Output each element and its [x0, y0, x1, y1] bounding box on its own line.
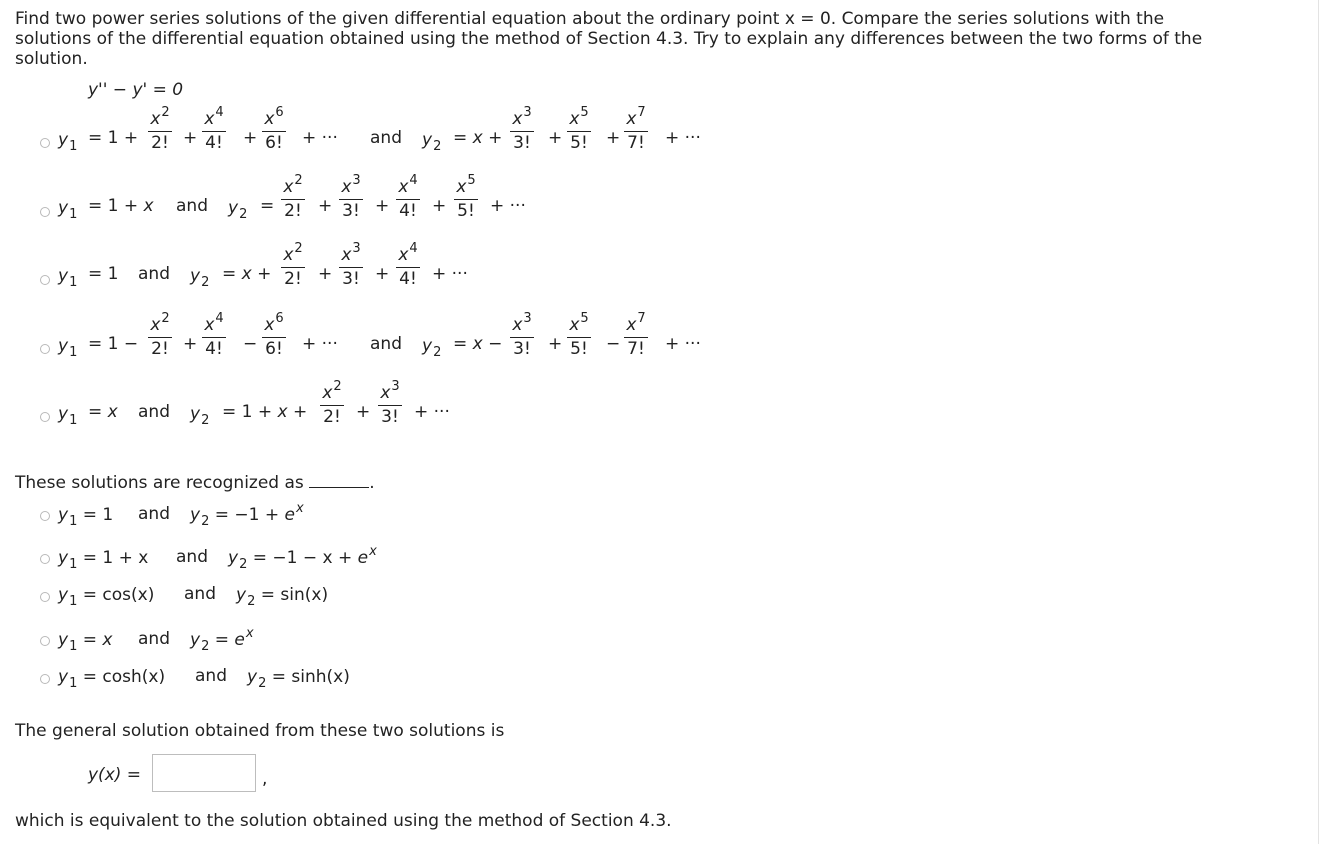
- y1-expr: = 1 + x: [88, 196, 154, 216]
- fraction: $x^3$ 3!: [378, 384, 402, 427]
- y2-expr: $y_2 = \sinh(x)$: [247, 667, 350, 691]
- recognized-prompt: These solutions are recognized as .: [15, 473, 375, 493]
- yx-label: y(x) =: [88, 765, 142, 785]
- radio-button[interactable]: [40, 344, 50, 354]
- plus: +: [183, 334, 198, 354]
- plus-dots: + ···: [665, 334, 701, 354]
- y1-label: $y_1 = \cos(x)$: [58, 585, 155, 609]
- plus-dots: + ···: [302, 128, 338, 148]
- comma: ,: [262, 769, 268, 789]
- fraction: $x^2$ 2!: [148, 316, 172, 359]
- fraction: $x^3$ 3!: [339, 178, 363, 221]
- minus: −: [606, 334, 621, 354]
- y1-label: $y_1$: [58, 266, 78, 290]
- y2-expr: $y_2 = e^x$: [190, 626, 254, 654]
- y1-label: $y_1$: [58, 198, 78, 222]
- y1-prefix: = 1 +: [88, 128, 139, 148]
- radio-button[interactable]: [40, 207, 50, 217]
- fraction: $x^6$ 6!: [262, 110, 286, 153]
- blank-line: [309, 473, 369, 488]
- radio-button[interactable]: [40, 275, 50, 285]
- y1-label: $y_1 = \cosh(x)$: [58, 667, 166, 691]
- plus: +: [318, 196, 333, 216]
- y1-label: $y_1$: [58, 130, 78, 154]
- fraction: $x^2$ 2!: [320, 384, 344, 427]
- y1-label: $y_1$: [58, 404, 78, 428]
- equals: =: [260, 196, 275, 216]
- and-word: and: [370, 128, 402, 148]
- fraction: $x^4$ 4!: [396, 178, 420, 221]
- y2-expr: $y_2 = -1 + e^x$: [190, 501, 304, 529]
- plus: +: [375, 264, 390, 284]
- and-word: and: [138, 629, 170, 649]
- plus: +: [356, 402, 371, 422]
- page-edge: [1318, 0, 1319, 844]
- radio-button[interactable]: [40, 412, 50, 422]
- y2-prefix: = x −: [453, 334, 503, 354]
- fraction: $x^5$ 5!: [567, 316, 591, 359]
- question-line-1: Find two power series solutions of the given differential equation about the ordinary point x = 0. Compare the series solutions with the: [15, 9, 1165, 29]
- and-word: and: [138, 402, 170, 422]
- y1-label: $y_1$: [58, 336, 78, 360]
- and-word: and: [176, 196, 208, 216]
- y1-expr: = 1: [88, 264, 119, 284]
- general-prompt: The general solution obtained from these two solutions is: [15, 721, 505, 741]
- y2-label: $y_2$: [422, 130, 442, 154]
- y1-label: $y_1 = x$: [58, 630, 113, 654]
- radio-button[interactable]: [40, 554, 50, 564]
- fraction: $x^6$ 6!: [262, 316, 286, 359]
- radio-button[interactable]: [40, 636, 50, 646]
- plus: +: [375, 196, 390, 216]
- and-word: and: [138, 264, 170, 284]
- fraction: $x^5$ 5!: [567, 110, 591, 153]
- plus-dots: + ···: [302, 334, 338, 354]
- question-line-3: solution.: [15, 49, 88, 69]
- y1-label: $y_1 = 1 + x$: [58, 548, 149, 572]
- radio-button[interactable]: [40, 674, 50, 684]
- plus: +: [548, 128, 563, 148]
- radio-button[interactable]: [40, 138, 50, 148]
- y2-expr: $y_2 = -1 - x + e^x$: [228, 544, 377, 572]
- plus-dots: + ···: [665, 128, 701, 148]
- radio-button[interactable]: [40, 592, 50, 602]
- y1-prefix: = 1 −: [88, 334, 139, 354]
- and-word: and: [138, 504, 170, 524]
- fraction: $x^2$ 2!: [148, 110, 172, 153]
- y2-prefix: = x +: [222, 264, 272, 284]
- general-solution-input[interactable]: [152, 754, 256, 792]
- y2-label: $y_2$: [190, 404, 210, 428]
- and-word: and: [184, 584, 216, 604]
- y2-label: $y_2$: [228, 198, 248, 222]
- plus: +: [318, 264, 333, 284]
- fraction: $x^4$ 4!: [202, 110, 226, 153]
- fraction: $x^7$ 7!: [624, 316, 648, 359]
- y1-expr: = x: [88, 402, 118, 422]
- plus: +: [183, 128, 198, 148]
- fraction: $x^5$ 5!: [454, 178, 478, 221]
- final-text: which is equivalent to the solution obtained using the method of Section 4.3.: [15, 811, 672, 831]
- y2-label: $y_2$: [190, 266, 210, 290]
- differential-equation: y'' − y' = 0: [88, 80, 184, 100]
- fraction: $x^2$ 2!: [281, 246, 305, 289]
- and-word: and: [176, 547, 208, 567]
- fraction: $x^3$ 3!: [510, 110, 534, 153]
- fraction: $x^3$ 3!: [339, 246, 363, 289]
- radio-button[interactable]: [40, 511, 50, 521]
- question-line-2: solutions of the differential equation obtained using the method of Section 4.3. Try to explain any differences between the two forms of the: [15, 29, 1203, 49]
- fraction: $x^4$ 4!: [202, 316, 226, 359]
- y2-label: $y_2$: [422, 336, 442, 360]
- and-word: and: [195, 666, 227, 686]
- and-word: and: [370, 334, 402, 354]
- fraction: $x^3$ 3!: [510, 316, 534, 359]
- fraction: $x^2$ 2!: [281, 178, 305, 221]
- plus-dots: + ···: [490, 196, 526, 216]
- y2-expr: $y_2 = \sin(x)$: [236, 585, 329, 609]
- plus-dots: + ···: [432, 264, 468, 284]
- y1-label: $y_1 = 1$: [58, 505, 114, 529]
- plus: +: [606, 128, 621, 148]
- y2-prefix: = 1 + x +: [222, 402, 308, 422]
- plus: +: [243, 128, 258, 148]
- plus: +: [548, 334, 563, 354]
- minus: −: [243, 334, 258, 354]
- fraction: $x^4$ 4!: [396, 246, 420, 289]
- fraction: $x^7$ 7!: [624, 110, 648, 153]
- plus-dots: + ···: [414, 402, 450, 422]
- y2-prefix: = x +: [453, 128, 503, 148]
- plus: +: [432, 196, 447, 216]
